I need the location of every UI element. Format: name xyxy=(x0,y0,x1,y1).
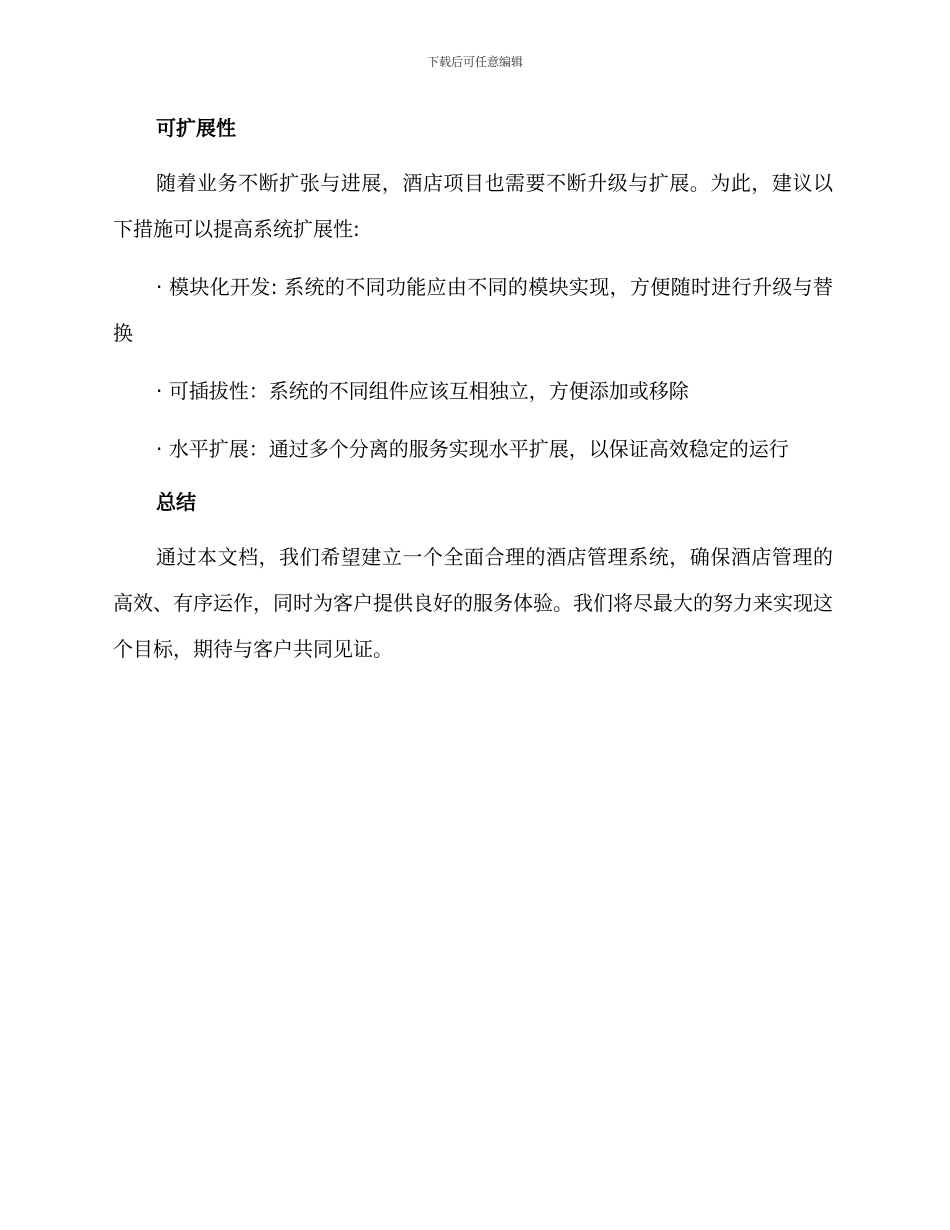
section-summary xyxy=(113,484,833,672)
section-heading: 总结 xyxy=(156,490,196,514)
bullet-item: · 模块化开发: 系统的不同功能应由不同的模块实现，方便随时进行升级与替换 xyxy=(113,275,833,345)
page-header: 下载后可任意编辑 xyxy=(426,55,523,69)
section-extensibility xyxy=(113,110,833,472)
paragraph: 通过本文档，我们希望建立一个全面合理的酒店管理系统，确保酒店管理的高效、有序运作，同时为客户提供良好的服务体验。我们将尽最大的努力来实现这个目标，期待与客户共同见证。 xyxy=(113,545,833,661)
section-heading: 可扩展性 xyxy=(156,116,236,140)
bullet-item: · 水平扩展：通过多个分离的服务实现水平扩展，以保证高效稳定的运行 xyxy=(156,437,789,461)
document-body xyxy=(113,110,833,672)
bullet-item: · 可插拔性：系统的不同组件应该互相独立，方便添加或移除 xyxy=(156,379,689,403)
paragraph: 随着业务不断扩张与进展，酒店项目也需要不断升级与扩展。为此，建议以下措施可以提高系统扩展性: xyxy=(113,171,833,241)
